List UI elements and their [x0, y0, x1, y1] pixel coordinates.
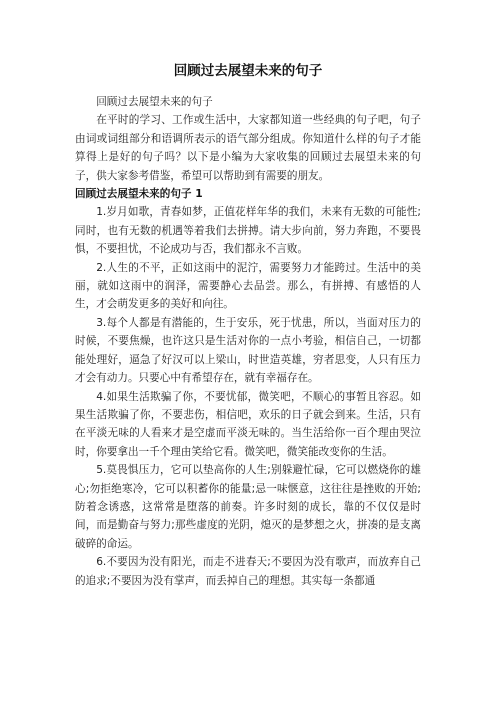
paragraph: 4.如果生活欺骗了你，不要忧郁，微笑吧，不顺心的事暂且容忍。如果生活欺骗了你，不要悲伤，相信吧，欢乐的日子就会到来。生活，只有在平淡无味的人看来才是空虚而平淡无味的。当生活给你一百个理由哭泣时，你要拿出一千个理由笑给它看。微笑吧，微笑能改变你的生活。: [75, 390, 421, 458]
document-body: [75, 93, 421, 590]
paragraph: 5.莫畏惧压力，它可以垫高你的人生;别躲避忙碌，它可以燃烧你的雄心;勿拒绝寒冷，它可以积蓄你的能量;忌一味惬意，这往往是挫败的开始;防着念诱惑，这常常是堕落的前奏。许多时刻的成长，靠的不仅仅是时间，而是勤奋与努力;那些虚度的光阴，熄灭的是梦想之火，拼凑的是支离破碎的命运。: [75, 464, 421, 550]
paragraph: 2.人生的不平，正如这雨中的泥泞，需要努力才能跨过。生活中的美丽，就如这雨中的润泽，需要静心去品尝。那么，有拼搏、有感悟的人生，才会萌发更多的美好和向往。: [75, 261, 421, 311]
paragraph: 1.岁月如歌，青春如梦，正值花样年华的我们，未来有无数的可能性;同时，也有无数的机遇等着我们去拼搏。请大步向前，努力奔跑，不要畏惧，不要担忧，不论成功与否，我们都永不言败。: [75, 206, 421, 256]
page-title: 回顾过去展望未来的句子: [173, 63, 323, 79]
section-heading: 回顾过去展望未来的句子 1: [75, 188, 203, 201]
paragraph: 6.不要因为没有阳光，而走不进春天;不要因为没有歌声，而放弃自己的追求;不要因为没有掌声，而丢掉自己的理想。其实每一条都通: [75, 556, 421, 587]
paragraph: 3.每个人都是有潜能的，生于安乐，死于忧患，所以，当面对压力的时候，不要焦燥，也许这只是生活对你的一点小考验，相信自己，一切都能处理好，逼急了好汉可以上梁山，时世造英雄，穷者思变，人只有压力才会有动力。只要心中有希望存在，就有幸福存在。: [75, 316, 421, 385]
paragraph: 在平时的学习、工作或生活中，大家都知道一些经典的句子吧，句子由词或词组部分和语调所表示的语气部分组成。你知道什么样的句子才能算得上是好的句子吗？以下是小编为大家收集的回顾过去展望未来的句子，供大家参考借鉴，希望可以帮助到有需要的朋友。: [75, 114, 421, 182]
paragraph: 回顾过去展望未来的句子: [96, 96, 213, 108]
